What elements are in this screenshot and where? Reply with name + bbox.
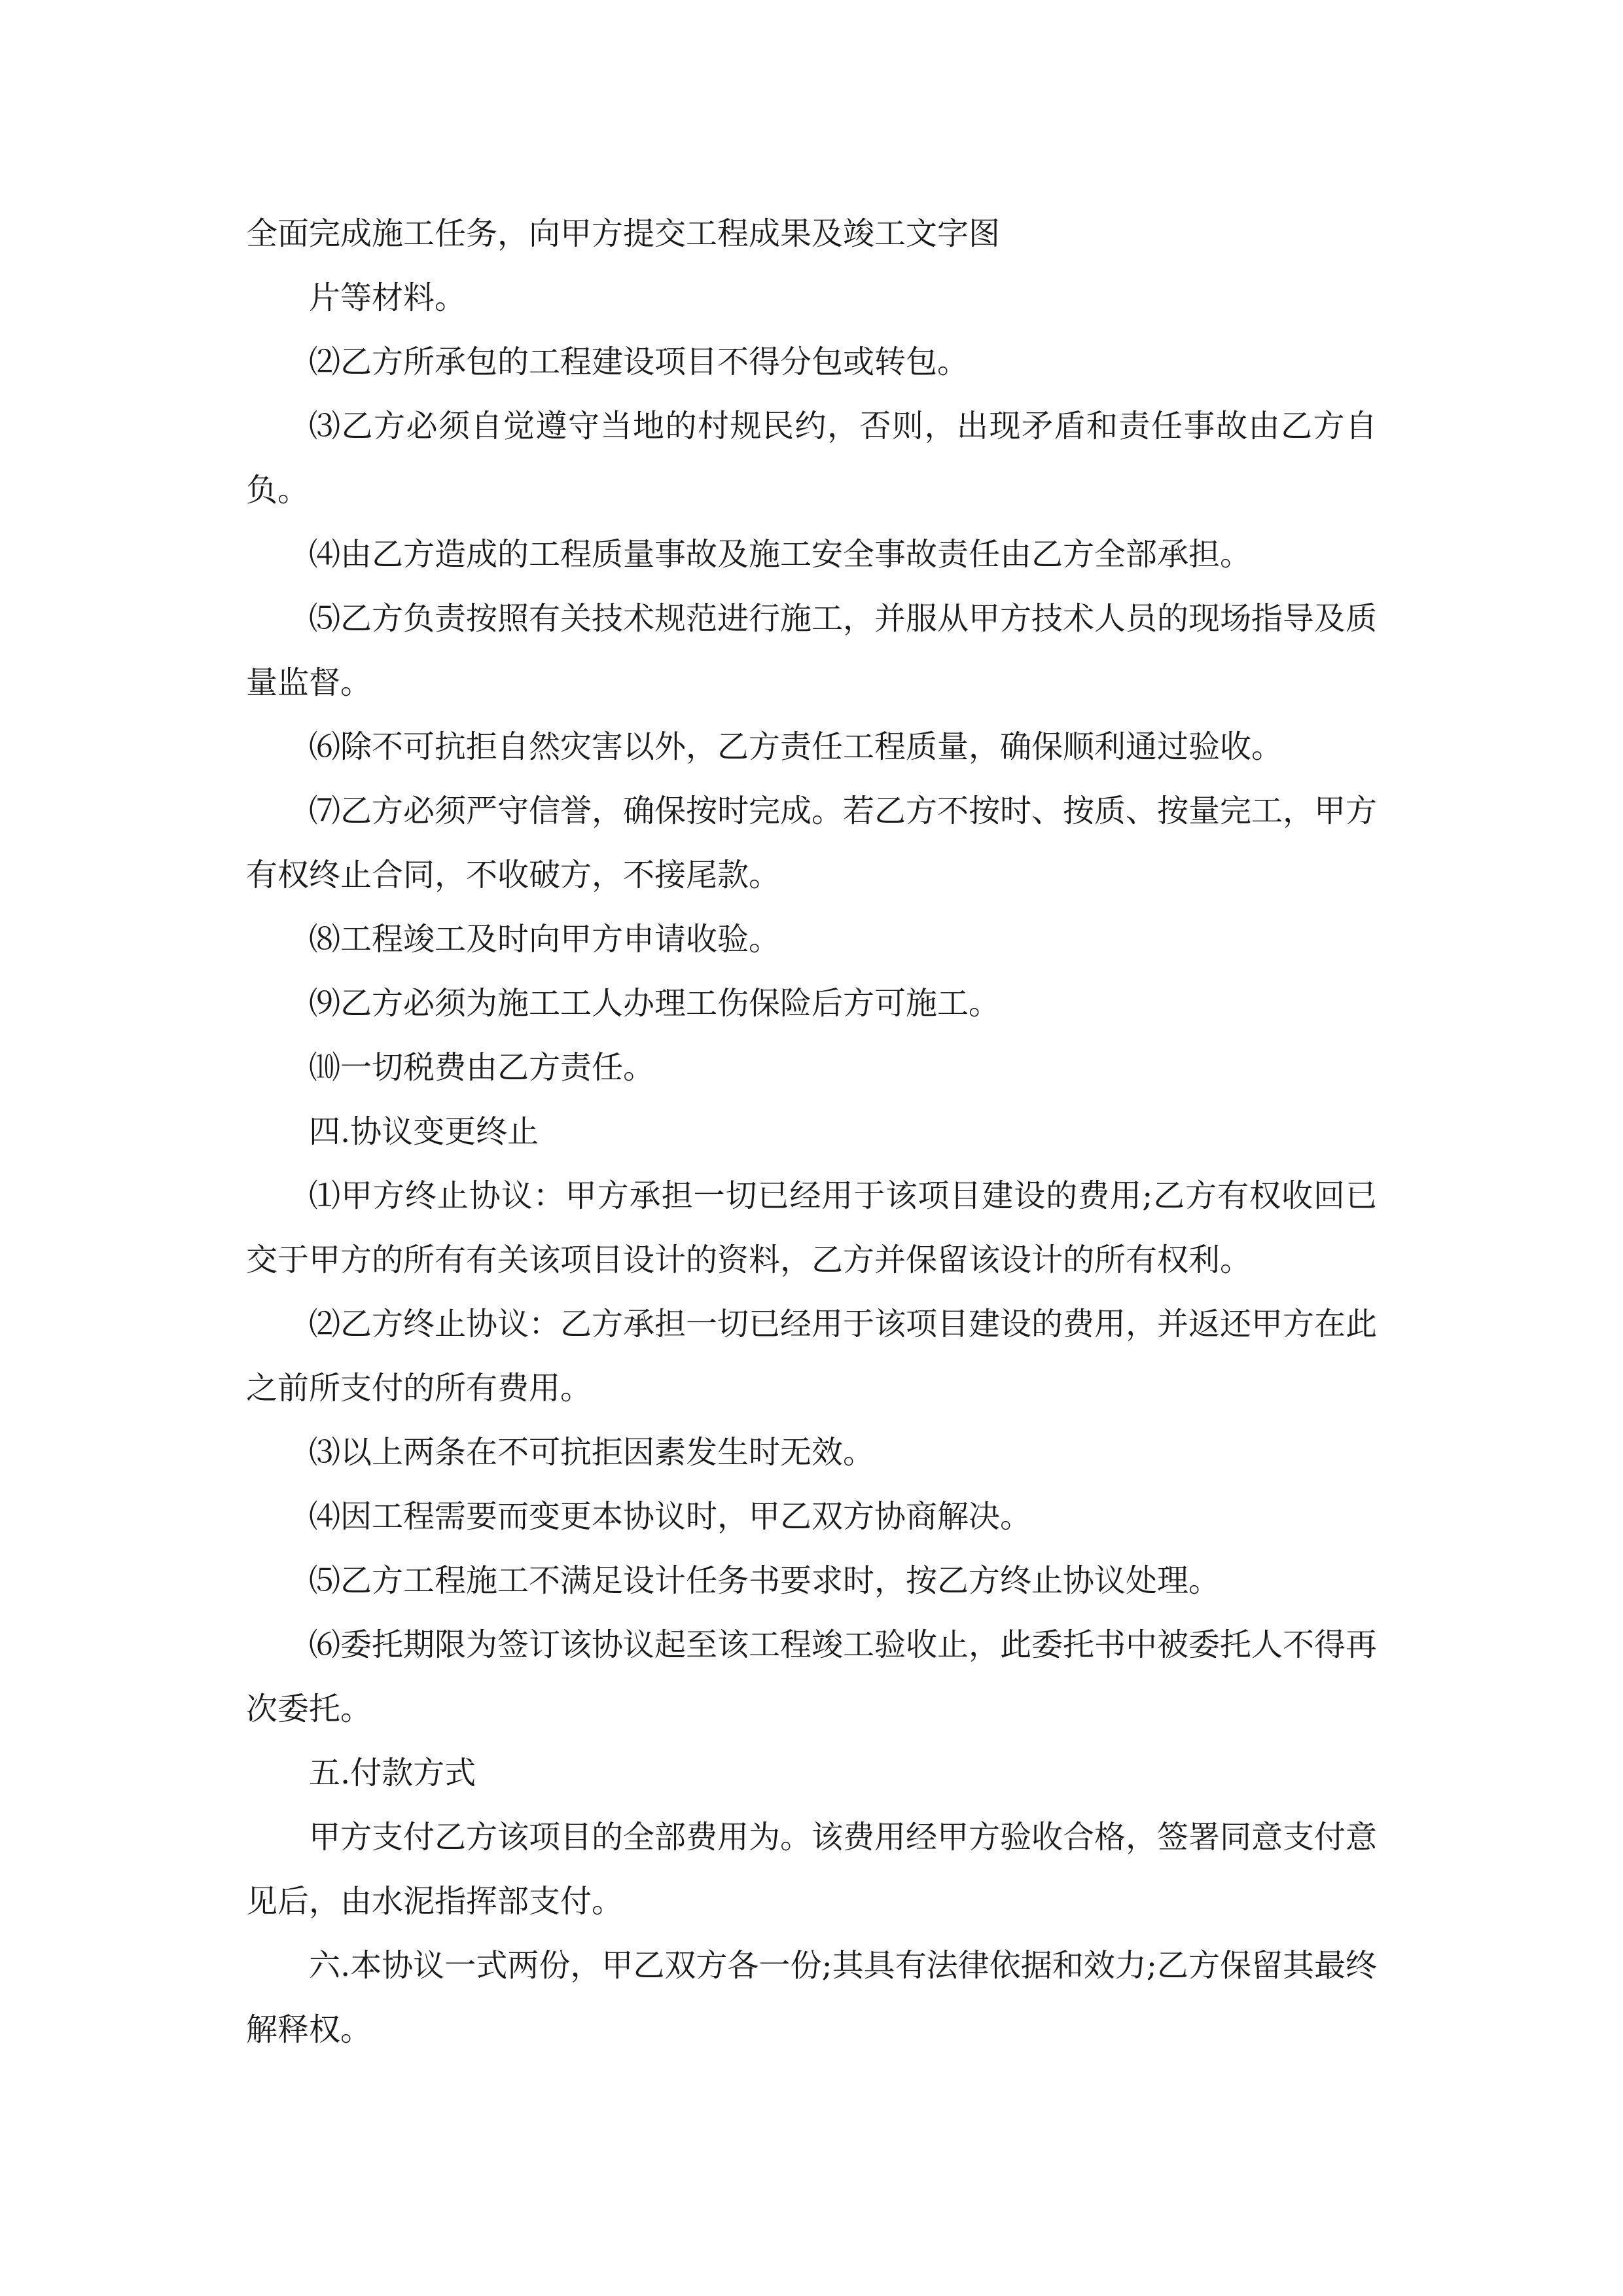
clause-item-7: ⑺乙方必须严守信誉，确保按时完成。若乙方不按时、按质、按量完工，甲方有权终止合同，不收破方，不接尾款。 [246,793,1378,893]
clause-item-4: ⑷由乙方造成的工程质量事故及施工安全事故责任由乙方全部承担。 [309,536,1252,573]
paragraph-materials: 片等材料。 [309,279,467,316]
document-body [246,202,1377,2062]
section-heading-6: 六.本协议一式两份，甲乙双方各一份;其具有法律依据和效力;乙方保留其最终解释权。 [246,1947,1377,2048]
termination-item-6: ⑹委托期限为签订该协议起至该工程竣工验收止，此委托书中被委托人不得再次委托。 [246,1626,1378,1727]
termination-item-1: ⑴甲方终止协议：甲方承担一切已经用于该项目建设的费用;乙方有权收回已交于甲方的所有有关该项目设计的资料，乙方并保留该设计的所有权利。 [246,1177,1377,1278]
termination-item-2: ⑵乙方终止协议：乙方承担一切已经用于该项目建设的费用，并返还甲方在此之前所支付的所有费用。 [246,1306,1378,1407]
section-heading-4: 四.协议变更终止 [309,1113,539,1150]
clause-item-5: ⑸乙方负责按照有关技术规范进行施工，并服从甲方技术人员的现场指导及质量监督。 [246,600,1378,701]
paragraph-continuation: 全面完成施工任务，向甲方提交工程成果及竣工文字图 [246,215,1001,252]
termination-item-3: ⑶以上两条在不可抗拒因素发生时无效。 [309,1434,875,1471]
clause-item-9: ⑼乙方必须为施工工人办理工伤保险后方可施工。 [309,985,1001,1022]
clause-item-2: ⑵乙方所承包的工程建设项目不得分包或转包。 [309,344,969,380]
termination-item-5: ⑸乙方工程施工不满足设计任务书要求时，按乙方终止协议处理。 [309,1562,1221,1599]
termination-item-4: ⑷因工程需要而变更本协议时，甲乙双方协商解决。 [309,1498,1032,1535]
clause-item-10: ⑽一切税费由乙方责任。 [309,1049,655,1086]
clause-item-6: ⑹除不可抗拒自然灾害以外，乙方责任工程质量，确保顺利通过验收。 [309,728,1283,765]
clause-item-8: ⑻工程竣工及时向甲方申请收验。 [309,921,781,958]
section-heading-5: 五.付款方式 [309,1755,476,1791]
clause-item-3: ⑶乙方必须自觉遵守当地的村规民约，否则，出现矛盾和责任事故由乙方自负。 [246,408,1377,509]
payment-paragraph: 甲方支付乙方该项目的全部费用为。该费用经甲方验收合格，签署同意支付意见后，由水泥指挥部支付。 [246,1819,1378,1920]
